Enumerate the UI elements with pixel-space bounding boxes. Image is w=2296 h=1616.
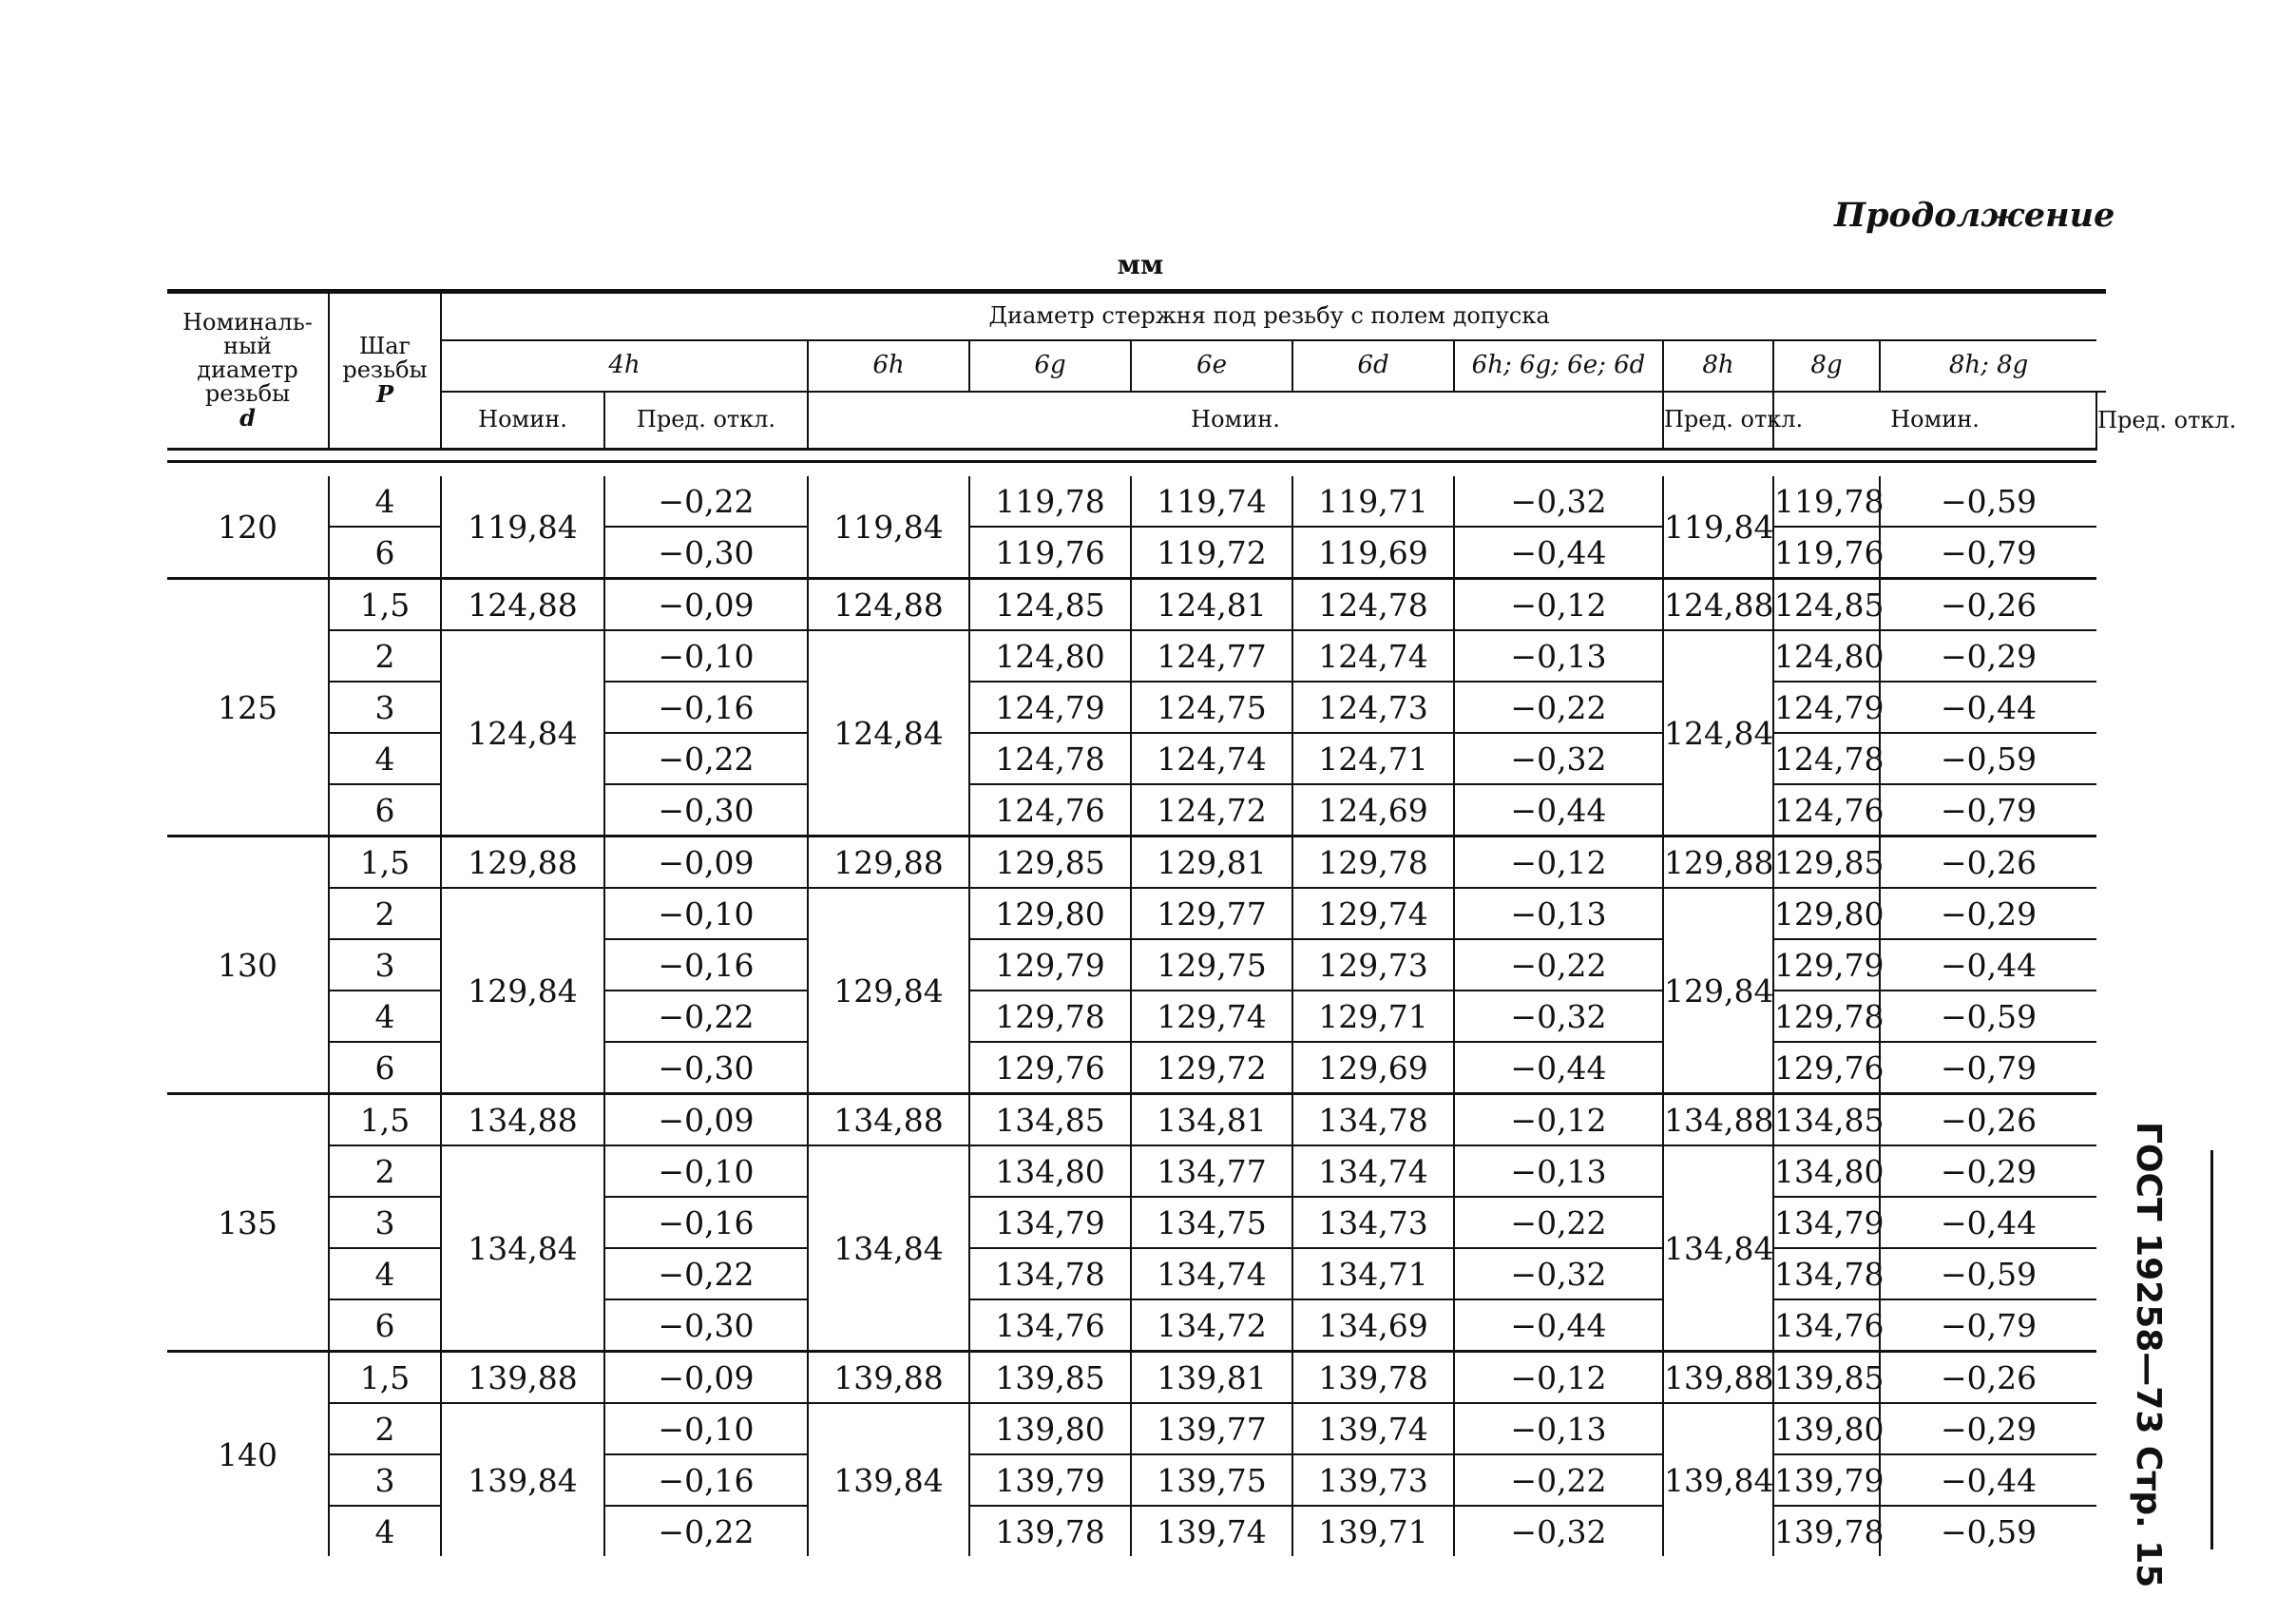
cell-4h-dev: −0,16: [604, 939, 808, 991]
cell-8-dev: −0,59: [1880, 991, 2096, 1042]
cell-6-dev: −0,44: [1454, 1299, 1663, 1352]
cell-6e: 139,74: [1131, 1506, 1292, 1556]
cell-8-dev: −0,29: [1880, 630, 2096, 682]
cell-6d: 139,74: [1292, 1403, 1454, 1454]
cell-4h-dev: −0,16: [604, 682, 808, 733]
table-row: [167, 1145, 2106, 1197]
cell-4h-dev: −0,10: [604, 888, 808, 939]
table-body: [167, 476, 2106, 1556]
cell-diameter: 140: [167, 1352, 329, 1557]
cell-8-dev: −0,26: [1880, 579, 2096, 631]
cell-pitch: 4: [329, 1506, 441, 1556]
cell-6h-nom: 139,84: [808, 1403, 969, 1556]
cell-8g: 129,85: [1773, 837, 1880, 889]
cell-6h-nom: 134,88: [808, 1094, 969, 1146]
table-row: [167, 630, 2106, 682]
cell-pitch: 3: [329, 1197, 441, 1248]
cell-pitch: 1,5: [329, 579, 441, 631]
cell-pitch: 3: [329, 939, 441, 991]
cell-8h-nom: 124,88: [1663, 579, 1773, 631]
cell-6e: 124,72: [1131, 784, 1292, 837]
cell-pitch: 2: [329, 888, 441, 939]
cell-6h-nom: 129,84: [808, 888, 969, 1094]
cell-6g: 124,76: [969, 784, 1131, 837]
cell-8g: 134,78: [1773, 1248, 1880, 1299]
cell-pitch: 4: [329, 1248, 441, 1299]
cell-8-dev: −0,29: [1880, 1403, 2096, 1454]
cell-8-dev: −0,79: [1880, 527, 2096, 579]
cell-diameter: 130: [167, 837, 329, 1094]
cell-6e: 124,75: [1131, 682, 1292, 733]
cell-8h-nom: 129,84: [1663, 888, 1773, 1094]
cell-pitch: 2: [329, 1145, 441, 1197]
cell-6-dev: −0,22: [1454, 1197, 1663, 1248]
header-tol-4h: 4h: [441, 340, 808, 392]
cell-6d: 134,73: [1292, 1197, 1454, 1248]
cell-6e: 129,72: [1131, 1042, 1292, 1094]
cell-8-dev: −0,26: [1880, 1094, 2096, 1146]
cell-4h-dev: −0,22: [604, 1248, 808, 1299]
cell-6e: 124,81: [1131, 579, 1292, 631]
cell-diameter: 125: [167, 579, 329, 837]
cell-6-dev: −0,32: [1454, 991, 1663, 1042]
cell-8h-nom: 119,84: [1663, 476, 1773, 579]
cell-6-dev: −0,32: [1454, 476, 1663, 527]
cell-6h-nom: 129,88: [808, 837, 969, 889]
cell-8h-nom: 124,84: [1663, 630, 1773, 837]
cell-8-dev: −0,59: [1880, 1248, 2096, 1299]
cell-8g: 134,85: [1773, 1094, 1880, 1146]
header-tol-6d: 6d: [1292, 340, 1454, 392]
cell-6d: 129,71: [1292, 991, 1454, 1042]
cell-6d: 129,74: [1292, 888, 1454, 939]
cell-6g: 124,80: [969, 630, 1131, 682]
cell-pitch: 1,5: [329, 1352, 441, 1404]
cell-6h-nom: 119,84: [808, 476, 969, 579]
cell-6-dev: −0,13: [1454, 1145, 1663, 1197]
header-tol-6e: 6e: [1131, 340, 1292, 392]
header-tol-6g: 6g: [969, 340, 1131, 392]
cell-8g: 124,78: [1773, 733, 1880, 784]
header-nom-6: Номин.: [808, 392, 1663, 450]
cell-6h-nom: 134,84: [808, 1145, 969, 1352]
cell-4h-dev: −0,10: [604, 1403, 808, 1454]
table-row: [167, 888, 2106, 939]
cell-8-dev: −0,44: [1880, 1454, 2096, 1506]
cell-6e: 134,74: [1131, 1248, 1292, 1299]
cell-8g: 124,80: [1773, 630, 1880, 682]
cell-8-dev: −0,59: [1880, 1506, 2096, 1556]
table-row: [167, 1094, 2106, 1146]
cell-6e: 124,77: [1131, 630, 1292, 682]
cell-8g: 139,85: [1773, 1352, 1880, 1404]
cell-8g: 129,79: [1773, 939, 1880, 991]
cell-4h-nom: 124,88: [441, 579, 604, 631]
cell-4h-nom: 134,84: [441, 1145, 604, 1352]
cell-6d: 129,78: [1292, 837, 1454, 889]
cell-4h-dev: −0,09: [604, 1094, 808, 1146]
cell-4h-nom: 129,84: [441, 888, 604, 1094]
side-border: [2176, 1150, 2213, 1549]
cell-6d: 134,74: [1292, 1145, 1454, 1197]
cell-4h-dev: −0,22: [604, 733, 808, 784]
cell-8g: 124,79: [1773, 682, 1880, 733]
cell-8h-nom: 139,88: [1663, 1352, 1773, 1404]
cell-pitch: 4: [329, 733, 441, 784]
header-nominal-diameter: Номиналь- ный диаметр резьбы d: [182, 308, 313, 433]
continued-label: Продолжение: [1834, 196, 2115, 235]
cell-8g: 134,80: [1773, 1145, 1880, 1197]
cell-4h-dev: −0,09: [604, 1352, 808, 1404]
header-nom-8: Номин.: [1773, 392, 2096, 450]
cell-6g: 129,78: [969, 991, 1131, 1042]
cell-8-dev: −0,26: [1880, 1352, 2096, 1404]
cell-6d: 139,71: [1292, 1506, 1454, 1556]
header-dev-6: Пред. откл.: [1663, 392, 1773, 450]
header-pitch: Шаг резьбы P: [329, 294, 441, 450]
gost-page-label: ГОСТ 19258—73 Стр. 15: [2129, 1122, 2168, 1588]
cell-6g: 134,76: [969, 1299, 1131, 1352]
cell-6-dev: −0,22: [1454, 939, 1663, 991]
cell-6g: 134,79: [969, 1197, 1131, 1248]
cell-8h-nom: 129,88: [1663, 837, 1773, 889]
cell-4h-dev: −0,16: [604, 1454, 808, 1506]
cell-6e: 129,74: [1131, 991, 1292, 1042]
cell-6e: 134,81: [1131, 1094, 1292, 1146]
cell-6g: 134,80: [969, 1145, 1131, 1197]
cell-8g: 124,76: [1773, 784, 1880, 837]
cell-6g: 124,79: [969, 682, 1131, 733]
cell-4h-dev: −0,22: [604, 991, 808, 1042]
cell-4h-dev: −0,10: [604, 1145, 808, 1197]
cell-6d: 124,78: [1292, 579, 1454, 631]
cell-pitch: 2: [329, 1403, 441, 1454]
cell-8-dev: −0,29: [1880, 888, 2096, 939]
table-row: [167, 1352, 2106, 1404]
cell-4h-dev: −0,22: [604, 476, 808, 527]
cell-8g: 139,80: [1773, 1403, 1880, 1454]
table-row: [167, 579, 2106, 631]
cell-pitch: 6: [329, 527, 441, 579]
cell-8h-nom: 134,84: [1663, 1145, 1773, 1352]
cell-4h-nom: 139,84: [441, 1403, 604, 1556]
cell-6d: 119,69: [1292, 527, 1454, 579]
cell-pitch: 6: [329, 1299, 441, 1352]
cell-4h-nom: 119,84: [441, 476, 604, 579]
cell-4h-nom: 139,88: [441, 1352, 604, 1404]
cell-6d: 139,78: [1292, 1352, 1454, 1404]
cell-6g: 119,76: [969, 527, 1131, 579]
cell-4h-dev: −0,09: [604, 837, 808, 889]
cell-4h-dev: −0,30: [604, 527, 808, 579]
cell-6g: 124,78: [969, 733, 1131, 784]
cell-6-dev: −0,32: [1454, 1248, 1663, 1299]
cell-8-dev: −0,44: [1880, 1197, 2096, 1248]
header-separator: [167, 450, 2106, 477]
header-rod-diameter: Диаметр стержня под резьбу с полем допуска: [441, 294, 2096, 340]
cell-6d: 129,69: [1292, 1042, 1454, 1094]
cell-6g: 129,76: [969, 1042, 1131, 1094]
cell-6d: 124,73: [1292, 682, 1454, 733]
cell-8-dev: −0,79: [1880, 1299, 2096, 1352]
cell-6e: 134,75: [1131, 1197, 1292, 1248]
cell-6-dev: −0,13: [1454, 1403, 1663, 1454]
cell-6d: 134,71: [1292, 1248, 1454, 1299]
cell-4h-nom: 129,88: [441, 837, 604, 889]
cell-8g: 134,79: [1773, 1197, 1880, 1248]
cell-6g: 119,78: [969, 476, 1131, 527]
cell-6g: 139,79: [969, 1454, 1131, 1506]
cell-6d: 139,73: [1292, 1454, 1454, 1506]
cell-6e: 134,77: [1131, 1145, 1292, 1197]
cell-8h-nom: 139,84: [1663, 1403, 1773, 1556]
cell-6e: 134,72: [1131, 1299, 1292, 1352]
cell-pitch: 3: [329, 682, 441, 733]
cell-8g: 134,76: [1773, 1299, 1880, 1352]
cell-6e: 139,75: [1131, 1454, 1292, 1506]
cell-6-dev: −0,44: [1454, 784, 1663, 837]
cell-8g: 129,76: [1773, 1042, 1880, 1094]
cell-8-dev: −0,44: [1880, 939, 2096, 991]
cell-6e: 139,81: [1131, 1352, 1292, 1404]
cell-6d: 129,73: [1292, 939, 1454, 991]
cell-6d: 134,78: [1292, 1094, 1454, 1146]
header-nom-4h: Номин.: [441, 392, 604, 450]
cell-6-dev: −0,12: [1454, 1094, 1663, 1146]
cell-6e: 119,72: [1131, 527, 1292, 579]
cell-6-dev: −0,44: [1454, 527, 1663, 579]
cell-8g: 119,76: [1773, 527, 1880, 579]
cell-6-dev: −0,12: [1454, 579, 1663, 631]
spacer: [167, 462, 2096, 477]
cell-6e: 129,81: [1131, 837, 1292, 889]
header-tol-8h: 8h: [1663, 340, 1773, 392]
header-dev-4h: Пред. откл.: [604, 392, 808, 450]
cell-6g: 139,78: [969, 1506, 1131, 1556]
cell-6d: 124,69: [1292, 784, 1454, 837]
cell-6g: 139,80: [969, 1403, 1131, 1454]
cell-pitch: 1,5: [329, 1094, 441, 1146]
cell-8h-nom: 134,88: [1663, 1094, 1773, 1146]
cell-diameter: 135: [167, 1094, 329, 1352]
header-tol-6-combined: 6h; 6g; 6e; 6d: [1454, 340, 1663, 392]
header-tol-8-combined: 8h; 8g: [1880, 340, 2096, 392]
cell-4h-dev: −0,22: [604, 1506, 808, 1556]
cell-4h-dev: −0,09: [604, 579, 808, 631]
cell-6e: 129,75: [1131, 939, 1292, 991]
cell-4h-dev: −0,30: [604, 1299, 808, 1352]
table-row: [167, 837, 2106, 889]
cell-pitch: 4: [329, 476, 441, 527]
cell-6g: 134,78: [969, 1248, 1131, 1299]
cell-8g: 129,80: [1773, 888, 1880, 939]
cell-pitch: 3: [329, 1454, 441, 1506]
cell-8-dev: −0,44: [1880, 682, 2096, 733]
table-header: [167, 294, 2237, 450]
cell-pitch: 1,5: [329, 837, 441, 889]
cell-6-dev: −0,13: [1454, 630, 1663, 682]
unit-label: мм: [1117, 249, 1164, 280]
cell-6d: 119,71: [1292, 476, 1454, 527]
cell-6-dev: −0,13: [1454, 888, 1663, 939]
cell-6g: 129,79: [969, 939, 1131, 991]
cell-6-dev: −0,22: [1454, 1454, 1663, 1506]
header-tol-6h: 6h: [808, 340, 969, 392]
cell-pitch: 6: [329, 784, 441, 837]
table-row: [167, 1403, 2106, 1454]
cell-pitch: 6: [329, 1042, 441, 1094]
cell-diameter: 120: [218, 508, 277, 546]
cell-8g: 139,79: [1773, 1454, 1880, 1506]
cell-6g: 124,85: [969, 579, 1131, 631]
cell-4h-dev: −0,16: [604, 1197, 808, 1248]
cell-6e: 124,74: [1131, 733, 1292, 784]
cell-6e: 139,77: [1131, 1403, 1292, 1454]
cell-8-dev: −0,29: [1880, 1145, 2096, 1197]
header-dev-8: Пред. откл.: [2096, 392, 2106, 450]
cell-8-dev: −0,79: [1880, 784, 2096, 837]
cell-6g: 129,80: [969, 888, 1131, 939]
cell-pitch: 2: [329, 630, 441, 682]
cell-6g: 134,85: [969, 1094, 1131, 1146]
cell-4h-nom: 134,88: [441, 1094, 604, 1146]
cell-6h-nom: 139,88: [808, 1352, 969, 1404]
cell-6h-nom: 124,84: [808, 630, 969, 837]
cell-4h-dev: −0,10: [604, 630, 808, 682]
cell-6d: 134,69: [1292, 1299, 1454, 1352]
cell-8-dev: −0,59: [1880, 476, 2096, 527]
cell-8g: 119,78: [1773, 476, 1880, 527]
cell-6-dev: −0,12: [1454, 837, 1663, 889]
cell-6g: 139,85: [969, 1352, 1131, 1404]
cell-6-dev: −0,32: [1454, 1506, 1663, 1556]
cell-6h-nom: 124,88: [808, 579, 969, 631]
cell-8-dev: −0,79: [1880, 1042, 2096, 1094]
cell-8-dev: −0,26: [1880, 837, 2096, 889]
cell-6-dev: −0,32: [1454, 733, 1663, 784]
cell-8-dev: −0,59: [1880, 733, 2096, 784]
header-tol-8g: 8g: [1773, 340, 1880, 392]
cell-6e: 129,77: [1131, 888, 1292, 939]
cell-6g: 129,85: [969, 837, 1131, 889]
cell-4h-nom: 124,84: [441, 630, 604, 837]
cell-8g: 139,78: [1773, 1506, 1880, 1556]
table-row: [167, 476, 2106, 527]
cell-6d: 124,71: [1292, 733, 1454, 784]
cell-6d: 124,74: [1292, 630, 1454, 682]
double-rule: [167, 450, 2096, 462]
cell-6-dev: −0,22: [1454, 682, 1663, 733]
cell-4h-dev: −0,30: [604, 784, 808, 837]
cell-6-dev: −0,44: [1454, 1042, 1663, 1094]
cell-4h-dev: −0,30: [604, 1042, 808, 1094]
cell-6-dev: −0,12: [1454, 1352, 1663, 1404]
cell-pitch: 4: [329, 991, 441, 1042]
cell-6e: 119,74: [1131, 476, 1292, 527]
cell-8g: 124,85: [1773, 579, 1880, 631]
cell-8g: 129,78: [1773, 991, 1880, 1042]
